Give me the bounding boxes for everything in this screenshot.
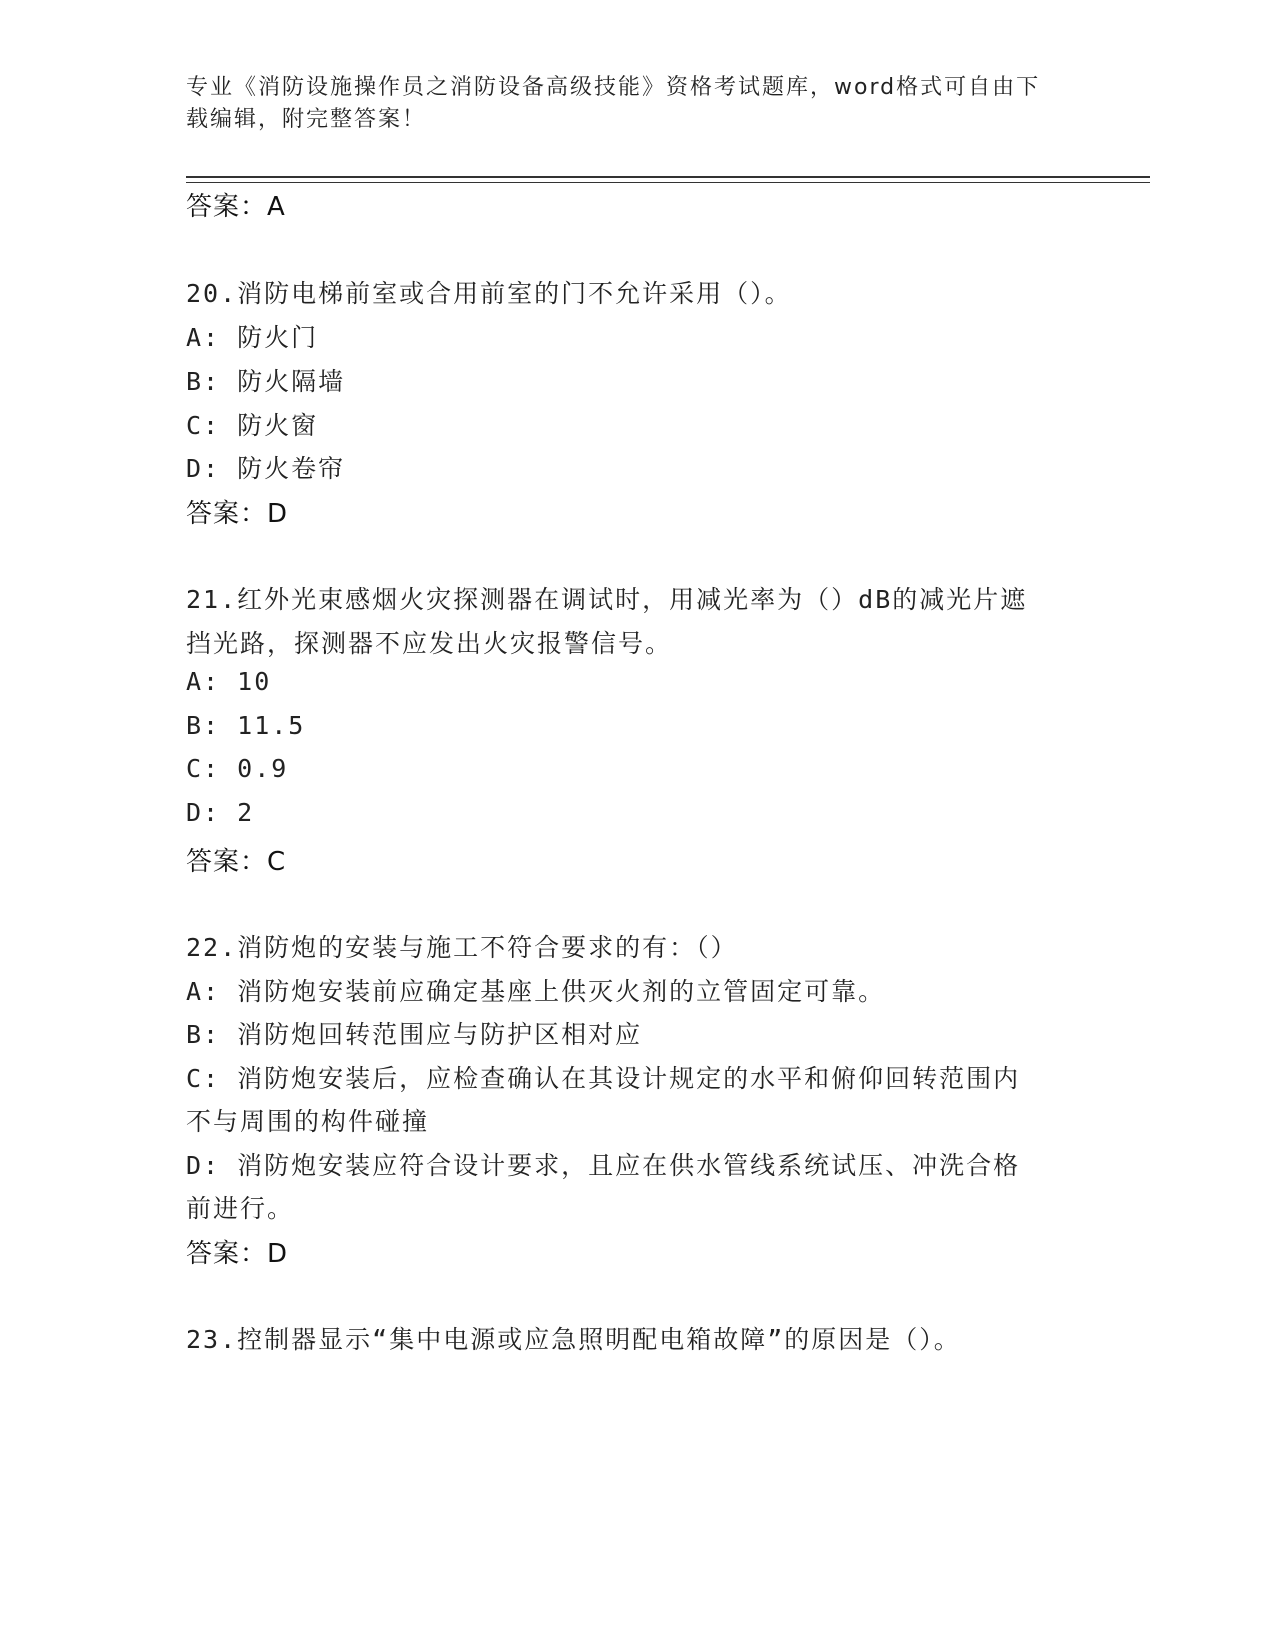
question-21-answer: 答案：C — [186, 847, 287, 877]
header-line-2: 载编辑，附完整答案！ — [186, 107, 427, 132]
header-divider-thin — [186, 182, 1150, 183]
question-23-stem: 23.控制器显示“集中电源或应急照明配电箱故障”的原因是（）。 — [186, 1325, 961, 1354]
question-22-option-c-continued: 不与周围的构件碰撞 — [186, 1107, 430, 1136]
question-21-option-d: D: 2 — [186, 798, 255, 827]
previous-answer: 答案：A — [186, 192, 286, 222]
question-20-answer: 答案：D — [186, 499, 289, 529]
question-21-option-b: B: 11.5 — [186, 711, 306, 740]
question-21-option-a: A: 10 — [186, 667, 272, 696]
question-22-answer: 答案：D — [186, 1239, 289, 1269]
question-22-option-d-continued: 前进行。 — [186, 1194, 295, 1223]
header-divider-thick — [186, 176, 1150, 178]
question-20-option-b: B: 防火隔墙 — [186, 367, 346, 396]
question-21-stem-line-2: 挡光路，探测器不应发出火灾报警信号。 — [186, 629, 673, 658]
document-header — [186, 72, 1066, 136]
question-22-stem: 22.消防炮的安装与施工不符合要求的有：（） — [186, 933, 738, 962]
question-21-option-c: C: 0.9 — [186, 754, 289, 783]
question-20-stem: 20.消防电梯前室或合用前室的门不允许采用（）。 — [186, 279, 792, 308]
question-20-option-a: A: 防火门 — [186, 323, 319, 352]
question-22-option-d: D: 消防炮安装应符合设计要求，且应在供水管线系统试压、冲洗合格 — [186, 1151, 1021, 1180]
question-22-option-b: B: 消防炮回转范围应与防护区相对应 — [186, 1020, 643, 1049]
question-20-option-d: D: 防火卷帘 — [186, 454, 346, 483]
question-22-option-c: C: 消防炮安装后，应检查确认在其设计规定的水平和俯仰回转范围内 — [186, 1064, 1021, 1093]
header-line-1: 专业《消防设施操作员之消防设备高级技能》资格考试题库，word格式可自由下 — [186, 75, 1041, 100]
question-20-option-c: C: 防火窗 — [186, 411, 319, 440]
question-22-option-a: A: 消防炮安装前应确定基座上供灭火剂的立管固定可靠。 — [186, 977, 886, 1006]
question-21-stem-line-1: 21.红外光束感烟火灾探测器在调试时，用减光率为（）dB的减光片遮 — [186, 585, 1028, 614]
